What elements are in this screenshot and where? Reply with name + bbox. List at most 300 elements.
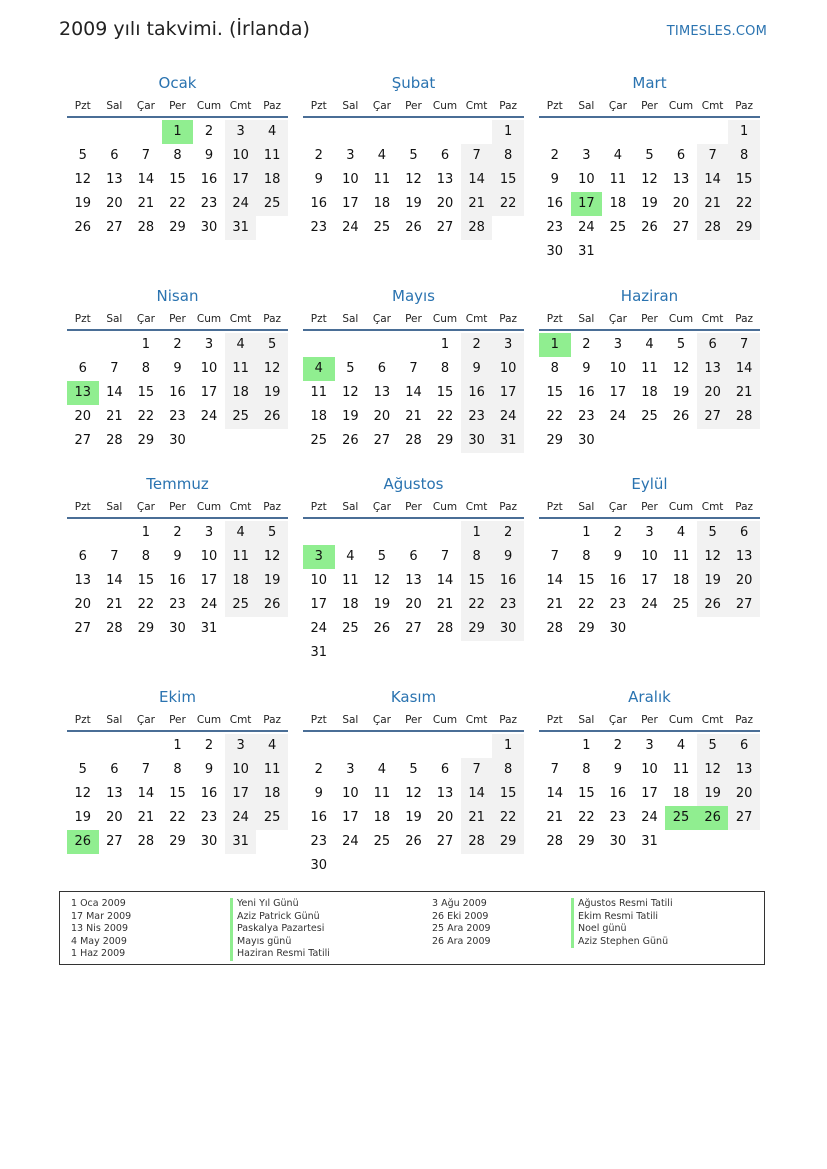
weekday-label: Sal <box>578 313 595 325</box>
day-cell: 22 <box>578 597 595 612</box>
day-cell: 12 <box>405 172 422 187</box>
weekday-label: Cmt <box>465 714 488 726</box>
weekday-label: Çar <box>372 313 391 325</box>
holiday-date: 4 May 2009 <box>71 935 127 947</box>
day-cell: 7 <box>550 762 559 777</box>
day-cell: 29 <box>137 621 155 636</box>
day-cell: 29 <box>728 216 760 240</box>
day-cell: 5 <box>256 333 288 357</box>
day-cell: 13 <box>672 172 690 187</box>
holiday-date: 1 Oca 2009 <box>71 898 126 909</box>
day-cell: 20 <box>106 196 123 211</box>
weekday-label: Sal <box>106 313 123 325</box>
empty-cell <box>366 120 398 144</box>
empty-cell <box>366 521 398 545</box>
day-cell: 14 <box>106 573 123 588</box>
day-cell: 10 <box>200 361 218 376</box>
empty-cell <box>366 333 398 357</box>
day-cell: 4 <box>346 549 355 564</box>
weekday-label: Çar <box>608 313 627 325</box>
empty-cell <box>67 521 99 545</box>
day-cell: 3 <box>346 148 355 163</box>
day-cell: 14 <box>546 786 564 801</box>
day-cell: 17 <box>225 782 257 806</box>
day-cell: 31 <box>492 429 524 453</box>
day-cell: 9 <box>582 361 591 376</box>
day-cell: 4 <box>225 521 257 545</box>
day-cell: 22 <box>137 597 155 612</box>
day-cell: 25 <box>609 220 627 235</box>
day-cell: 17 <box>342 810 359 825</box>
weekday-header <box>539 309 760 331</box>
day-cell: 12 <box>74 786 92 801</box>
day-cell: 10 <box>200 549 218 564</box>
day-cell: 15 <box>169 172 186 187</box>
month-name: Eylül <box>631 475 668 493</box>
weekday-label: Çar <box>608 714 627 726</box>
month-block <box>67 285 288 453</box>
weekday-label: Cum <box>432 313 458 325</box>
day-cell: 25 <box>641 409 658 424</box>
day-cell: 9 <box>204 148 214 163</box>
weekday-header <box>67 710 288 732</box>
weekday-label: Cum <box>432 501 458 513</box>
empty-cell <box>602 120 634 144</box>
day-cell: 23 <box>492 593 524 617</box>
day-cell: 10 <box>609 361 627 376</box>
weekday-label: Cmt <box>229 100 252 112</box>
day-cell: 13 <box>405 573 422 588</box>
day-cell: 29 <box>169 834 186 849</box>
day-cell: 16 <box>492 569 524 593</box>
month-block <box>539 285 760 453</box>
day-grid <box>303 120 524 240</box>
day-cell: 30 <box>578 433 595 448</box>
weekday-label: Sal <box>578 714 595 726</box>
day-cell: 16 <box>200 172 218 187</box>
day-cell: 16 <box>200 786 218 801</box>
day-cell: 5 <box>78 762 87 777</box>
day-cell: 22 <box>169 196 186 211</box>
day-cell: 17 <box>200 573 218 588</box>
day-grid <box>67 521 288 641</box>
weekday-label: Per <box>405 313 422 325</box>
empty-cell <box>429 734 461 758</box>
month-name: Kasım <box>390 688 437 706</box>
day-cell: 21 <box>546 597 564 612</box>
day-cell: 9 <box>204 762 214 777</box>
empty-cell <box>366 734 398 758</box>
weekday-label: Per <box>169 714 186 726</box>
day-cell: 8 <box>461 545 493 569</box>
day-cell: 29 <box>578 834 595 849</box>
day-grid <box>67 734 288 854</box>
day-cell: 13 <box>106 786 123 801</box>
weekday-label: Per <box>169 313 186 325</box>
empty-cell <box>99 521 131 545</box>
day-cell: 22 <box>461 593 493 617</box>
day-cell: 2 <box>492 521 524 545</box>
day-cell: 11 <box>225 357 257 381</box>
day-cell: 3 <box>225 120 257 144</box>
day-cell: 31 <box>225 830 257 854</box>
day-cell: 27 <box>405 621 422 636</box>
day-cell: 14 <box>436 573 454 588</box>
day-grid <box>67 333 288 453</box>
month-block <box>303 686 524 878</box>
day-cell: 17 <box>492 381 524 405</box>
weekday-label: Cmt <box>701 313 724 325</box>
day-cell: 21 <box>436 597 454 612</box>
day-cell: 5 <box>409 762 418 777</box>
day-cell: 16 <box>546 196 564 211</box>
day-cell: 5 <box>78 148 87 163</box>
weekday-label: Per <box>169 501 186 513</box>
day-cell: 28 <box>546 834 564 849</box>
day-cell: 17 <box>310 597 328 612</box>
day-cell: 21 <box>728 381 760 405</box>
day-cell: 4 <box>256 120 288 144</box>
day-cell: 27 <box>106 834 123 849</box>
day-cell: 21 <box>697 192 729 216</box>
empty-cell <box>303 521 335 545</box>
day-cell: 21 <box>106 409 123 424</box>
weekday-label: Cmt <box>465 501 488 513</box>
day-cell: 9 <box>173 549 182 564</box>
day-cell: 21 <box>106 597 123 612</box>
day-cell: 8 <box>728 144 760 168</box>
day-cell: 7 <box>550 549 559 564</box>
day-cell: 30 <box>609 621 627 636</box>
day-cell: 30 <box>169 621 186 636</box>
holiday-date: 26 Ara 2009 <box>432 935 491 947</box>
day-cell: 28 <box>461 830 493 854</box>
day-cell: 10 <box>225 758 257 782</box>
weekday-label: Çar <box>136 313 155 325</box>
month-name: Temmuz <box>146 475 209 493</box>
day-cell: 23 <box>609 597 627 612</box>
day-cell: 19 <box>405 196 422 211</box>
day-cell: 8 <box>173 762 182 777</box>
day-cell: 26 <box>641 220 658 235</box>
day-cell: 10 <box>641 762 658 777</box>
holiday-name: Aziz Patrick Günü <box>230 911 330 924</box>
weekday-label: Cmt <box>465 100 488 112</box>
day-cell: 28 <box>546 621 564 636</box>
day-cell: 6 <box>78 549 87 564</box>
weekday-label: Paz <box>499 100 518 112</box>
day-cell: 19 <box>697 569 729 593</box>
day-cell: 15 <box>169 786 186 801</box>
day-cell: 17 <box>641 573 658 588</box>
day-cell: 11 <box>672 762 690 777</box>
day-grid <box>303 734 524 878</box>
day-cell: 30 <box>169 433 186 448</box>
holiday-name: Aziz Stephen Günü <box>571 936 673 949</box>
day-cell: 27 <box>436 834 454 849</box>
weekday-header <box>539 96 760 118</box>
day-cell: 5 <box>676 337 686 352</box>
day-cell: 25 <box>310 433 328 448</box>
day-cell: 28 <box>461 216 493 240</box>
day-cell: 13 <box>106 172 123 187</box>
day-cell: 6 <box>409 549 418 564</box>
day-cell: 22 <box>137 409 155 424</box>
day-cell: 5 <box>697 521 729 545</box>
holiday-names-right <box>571 898 673 948</box>
day-cell: 27 <box>728 806 760 830</box>
weekday-label: Per <box>641 501 658 513</box>
day-cell: 24 <box>225 192 257 216</box>
empty-cell <box>697 120 729 144</box>
day-cell: 7 <box>110 361 119 376</box>
weekday-label: Pzt <box>74 501 91 513</box>
day-cell: 16 <box>310 810 328 825</box>
day-cell: 21 <box>405 409 422 424</box>
weekday-label: Pzt <box>310 313 327 325</box>
weekday-label: Cmt <box>701 100 724 112</box>
day-cell: 5 <box>645 148 654 163</box>
day-cell: 26 <box>697 593 729 617</box>
month-name: Şubat <box>391 74 436 92</box>
weekday-header <box>67 309 288 331</box>
day-cell: 13 <box>436 786 454 801</box>
day-cell: 6 <box>440 148 450 163</box>
day-cell: 24 <box>342 834 359 849</box>
holiday-names-left <box>230 898 330 961</box>
day-cell: 14 <box>546 573 564 588</box>
day-cell: 15 <box>492 782 524 806</box>
weekday-label: Cum <box>668 714 694 726</box>
day-cell: 2 <box>550 148 559 163</box>
day-cell: 19 <box>256 569 288 593</box>
day-cell: 18 <box>672 573 690 588</box>
day-cell: 10 <box>492 357 524 381</box>
day-cell: 14 <box>461 168 493 192</box>
day-cell: 22 <box>436 409 454 424</box>
weekday-label: Per <box>405 714 422 726</box>
day-cell: 19 <box>672 385 690 400</box>
holiday-date: 26 Eki 2009 <box>432 910 489 922</box>
day-cell: 11 <box>256 144 288 168</box>
day-cell: 27 <box>728 593 760 617</box>
day-cell: 2 <box>314 148 323 163</box>
day-cell: 29 <box>436 433 454 448</box>
day-cell: 19 <box>641 196 658 211</box>
holidays-list <box>59 891 765 965</box>
day-cell: 13 <box>74 573 92 588</box>
weekday-label: Cum <box>668 313 694 325</box>
weekday-label: Cum <box>196 100 222 112</box>
day-cell: 28 <box>106 433 123 448</box>
day-grid <box>539 734 760 854</box>
day-cell: 6 <box>78 361 87 376</box>
holiday-day-cell: 17 <box>571 192 603 216</box>
weekday-label: Sal <box>342 501 359 513</box>
day-cell: 6 <box>440 762 450 777</box>
empty-cell <box>67 333 99 357</box>
day-cell: 20 <box>697 381 729 405</box>
day-cell: 30 <box>461 429 493 453</box>
day-cell: 4 <box>613 148 623 163</box>
day-cell: 13 <box>728 545 760 569</box>
weekday-label: Cum <box>668 501 694 513</box>
day-cell: 30 <box>310 858 328 873</box>
day-cell: 4 <box>256 734 288 758</box>
day-cell: 18 <box>672 786 690 801</box>
day-cell: 5 <box>697 734 729 758</box>
weekday-label: Per <box>169 100 186 112</box>
day-cell: 10 <box>310 573 328 588</box>
day-cell: 8 <box>550 361 559 376</box>
day-cell: 12 <box>405 786 422 801</box>
day-cell: 22 <box>546 409 564 424</box>
day-cell: 28 <box>697 216 729 240</box>
empty-cell <box>130 734 162 758</box>
empty-cell <box>335 521 367 545</box>
day-cell: 1 <box>461 521 493 545</box>
weekday-label: Pzt <box>546 714 563 726</box>
month-block <box>67 686 288 854</box>
day-grid <box>539 120 760 264</box>
day-cell: 14 <box>137 786 155 801</box>
holiday-day-cell: 3 <box>303 545 335 569</box>
weekday-label: Cmt <box>229 714 252 726</box>
weekday-label: Per <box>641 100 658 112</box>
site-link[interactable]: TIMESLES.COM <box>666 24 767 39</box>
day-cell: 24 <box>578 220 595 235</box>
day-grid <box>303 333 524 453</box>
day-cell: 20 <box>436 196 454 211</box>
weekday-label: Paz <box>735 100 754 112</box>
day-cell: 18 <box>256 168 288 192</box>
day-cell: 6 <box>110 148 119 163</box>
day-cell: 19 <box>256 381 288 405</box>
weekday-label: Cum <box>196 501 222 513</box>
month-block <box>67 72 288 240</box>
day-cell: 6 <box>676 148 686 163</box>
day-cell: 28 <box>405 433 422 448</box>
day-grid <box>539 521 760 641</box>
day-cell: 8 <box>582 762 591 777</box>
weekday-label: Sal <box>342 313 359 325</box>
day-cell: 31 <box>578 244 595 259</box>
month-name: Nisan <box>156 287 199 305</box>
day-cell: 28 <box>728 405 760 429</box>
day-cell: 28 <box>436 621 454 636</box>
day-cell: 21 <box>461 806 493 830</box>
day-cell: 16 <box>609 786 627 801</box>
day-cell: 23 <box>609 810 627 825</box>
day-cell: 20 <box>405 597 422 612</box>
empty-cell <box>398 333 430 357</box>
day-cell: 18 <box>373 810 391 825</box>
weekday-label: Per <box>405 501 422 513</box>
day-cell: 1 <box>141 525 151 540</box>
day-cell: 1 <box>728 120 760 144</box>
day-cell: 20 <box>672 196 690 211</box>
day-cell: 12 <box>373 573 391 588</box>
day-cell: 24 <box>225 806 257 830</box>
day-cell: 4 <box>225 333 257 357</box>
day-cell: 5 <box>256 521 288 545</box>
day-cell: 25 <box>373 834 391 849</box>
day-cell: 26 <box>373 621 391 636</box>
day-cell: 26 <box>74 220 92 235</box>
weekday-label: Cum <box>668 100 694 112</box>
day-cell: 19 <box>373 597 391 612</box>
empty-cell <box>398 120 430 144</box>
day-cell: 18 <box>641 385 658 400</box>
day-cell: 3 <box>346 762 355 777</box>
day-cell: 11 <box>225 545 257 569</box>
empty-cell <box>398 521 430 545</box>
month-name: Haziran <box>620 287 679 305</box>
day-cell: 31 <box>641 834 658 849</box>
weekday-label: Pzt <box>310 100 327 112</box>
day-cell: 12 <box>672 361 690 376</box>
day-cell: 15 <box>546 385 564 400</box>
month-block <box>539 473 760 641</box>
day-cell: 13 <box>728 758 760 782</box>
day-cell: 6 <box>697 333 729 357</box>
day-cell: 12 <box>256 357 288 381</box>
day-cell: 8 <box>141 361 151 376</box>
day-cell: 16 <box>578 385 595 400</box>
day-cell: 1 <box>582 525 591 540</box>
day-cell: 16 <box>461 381 493 405</box>
empty-cell <box>303 333 335 357</box>
day-cell: 2 <box>314 762 323 777</box>
empty-cell <box>335 734 367 758</box>
day-cell: 29 <box>137 433 155 448</box>
weekday-label: Cum <box>196 313 222 325</box>
day-cell: 23 <box>546 220 564 235</box>
empty-cell <box>99 734 131 758</box>
day-cell: 10 <box>342 172 359 187</box>
weekday-label: Çar <box>608 501 627 513</box>
day-cell: 24 <box>641 810 658 825</box>
weekday-label: Çar <box>136 501 155 513</box>
day-cell: 9 <box>613 762 623 777</box>
day-cell: 12 <box>342 385 359 400</box>
day-cell: 9 <box>492 545 524 569</box>
day-cell: 18 <box>373 196 391 211</box>
weekday-label: Paz <box>263 501 282 513</box>
weekday-header <box>67 96 288 118</box>
day-cell: 25 <box>342 621 359 636</box>
weekday-label: Çar <box>136 100 155 112</box>
day-cell: 3 <box>645 738 654 753</box>
day-cell: 14 <box>106 385 123 400</box>
day-cell: 5 <box>409 148 418 163</box>
weekday-label: Paz <box>263 714 282 726</box>
day-cell: 18 <box>609 196 627 211</box>
weekday-label: Sal <box>106 501 123 513</box>
day-cell: 25 <box>225 405 257 429</box>
weekday-label: Paz <box>263 313 282 325</box>
month-block <box>303 72 524 240</box>
day-cell: 1 <box>582 738 591 753</box>
day-cell: 7 <box>110 549 119 564</box>
weekday-label: Sal <box>106 714 123 726</box>
weekday-header <box>539 710 760 732</box>
holiday-name: Ağustos Resmi Tatili <box>571 898 673 911</box>
day-cell: 24 <box>342 220 359 235</box>
holiday-date: 3 Ağu 2009 <box>432 898 487 909</box>
weekday-label: Per <box>641 313 658 325</box>
day-cell: 2 <box>613 525 623 540</box>
